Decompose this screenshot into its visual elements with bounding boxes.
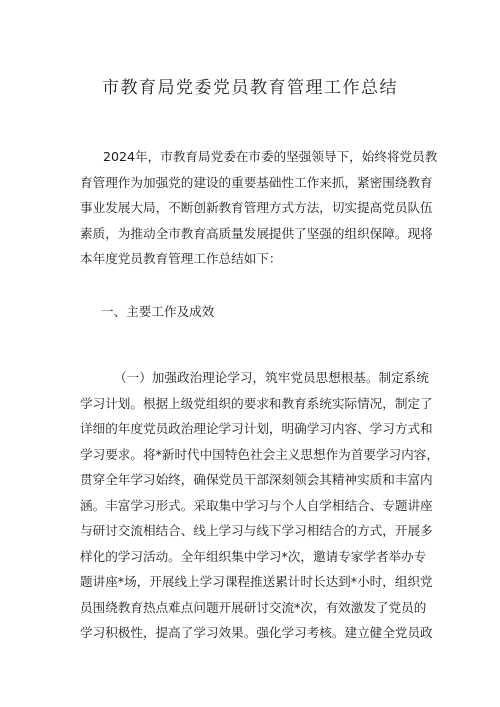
intro-line: 育管理作为加强党的建设的重要基础性工作来抓，紧密围绕教育	[80, 174, 433, 190]
intro-paragraph	[80, 144, 438, 272]
intro-line: 2024年，市教育局党委在市委的坚强领导下，始终将党员教	[103, 149, 438, 164]
body-line: 学习积极性，提高了学习效果。强化学习考核。建立健全党员政	[80, 625, 433, 640]
body-line: 题讲座*场，开展线上学习课程推送累计时长达到*小时，组织党	[80, 574, 433, 589]
body-line: （一）加强政治理论学习，筑牢党员思想根基。制定系统	[114, 370, 429, 385]
body-line: 员围绕教育热点难点问题开展研讨交流*次，有效激发了党员的	[80, 599, 427, 615]
body-line: 详细的年度党员政治理论学习计划，明确学习内容、学习方式和	[80, 421, 433, 436]
intro-line: 本年度党员教育管理工作总结如下：	[80, 251, 282, 266]
intro-line: 素质，为推动全市教育高质量发展提供了坚强的组织保障。现将	[80, 225, 433, 241]
body-line: 贯穿全年学习始终，确保党员干部深刻领会其精神实质和丰富内	[80, 472, 433, 487]
section-heading: 一、主要工作及成效	[101, 304, 215, 319]
document-title: 市教育局党委党员教育管理工作总结	[102, 78, 398, 98]
intro-line: 事业发展大局，不断创新教育管理方式方法，切实提高党员队伍	[80, 200, 433, 215]
body-paragraph	[80, 365, 439, 646]
body-line: 学习要求。将*新时代中国特色社会主义思想作为首要学习内容，	[80, 446, 439, 462]
body-line: 涵。丰富学习形式。采取集中学习与个人自学相结合、专题讲座	[80, 497, 433, 513]
body-line: 学习计划。根据上级党组织的要求和教育系统实际情况，制定了	[80, 395, 433, 411]
body-line: 样化的学习活动。全年组织集中学习*次，邀请专家学者举办专	[80, 548, 427, 564]
body-line: 与研讨交流相结合、线上学习与线下学习相结合的方式，开展多	[80, 523, 433, 538]
